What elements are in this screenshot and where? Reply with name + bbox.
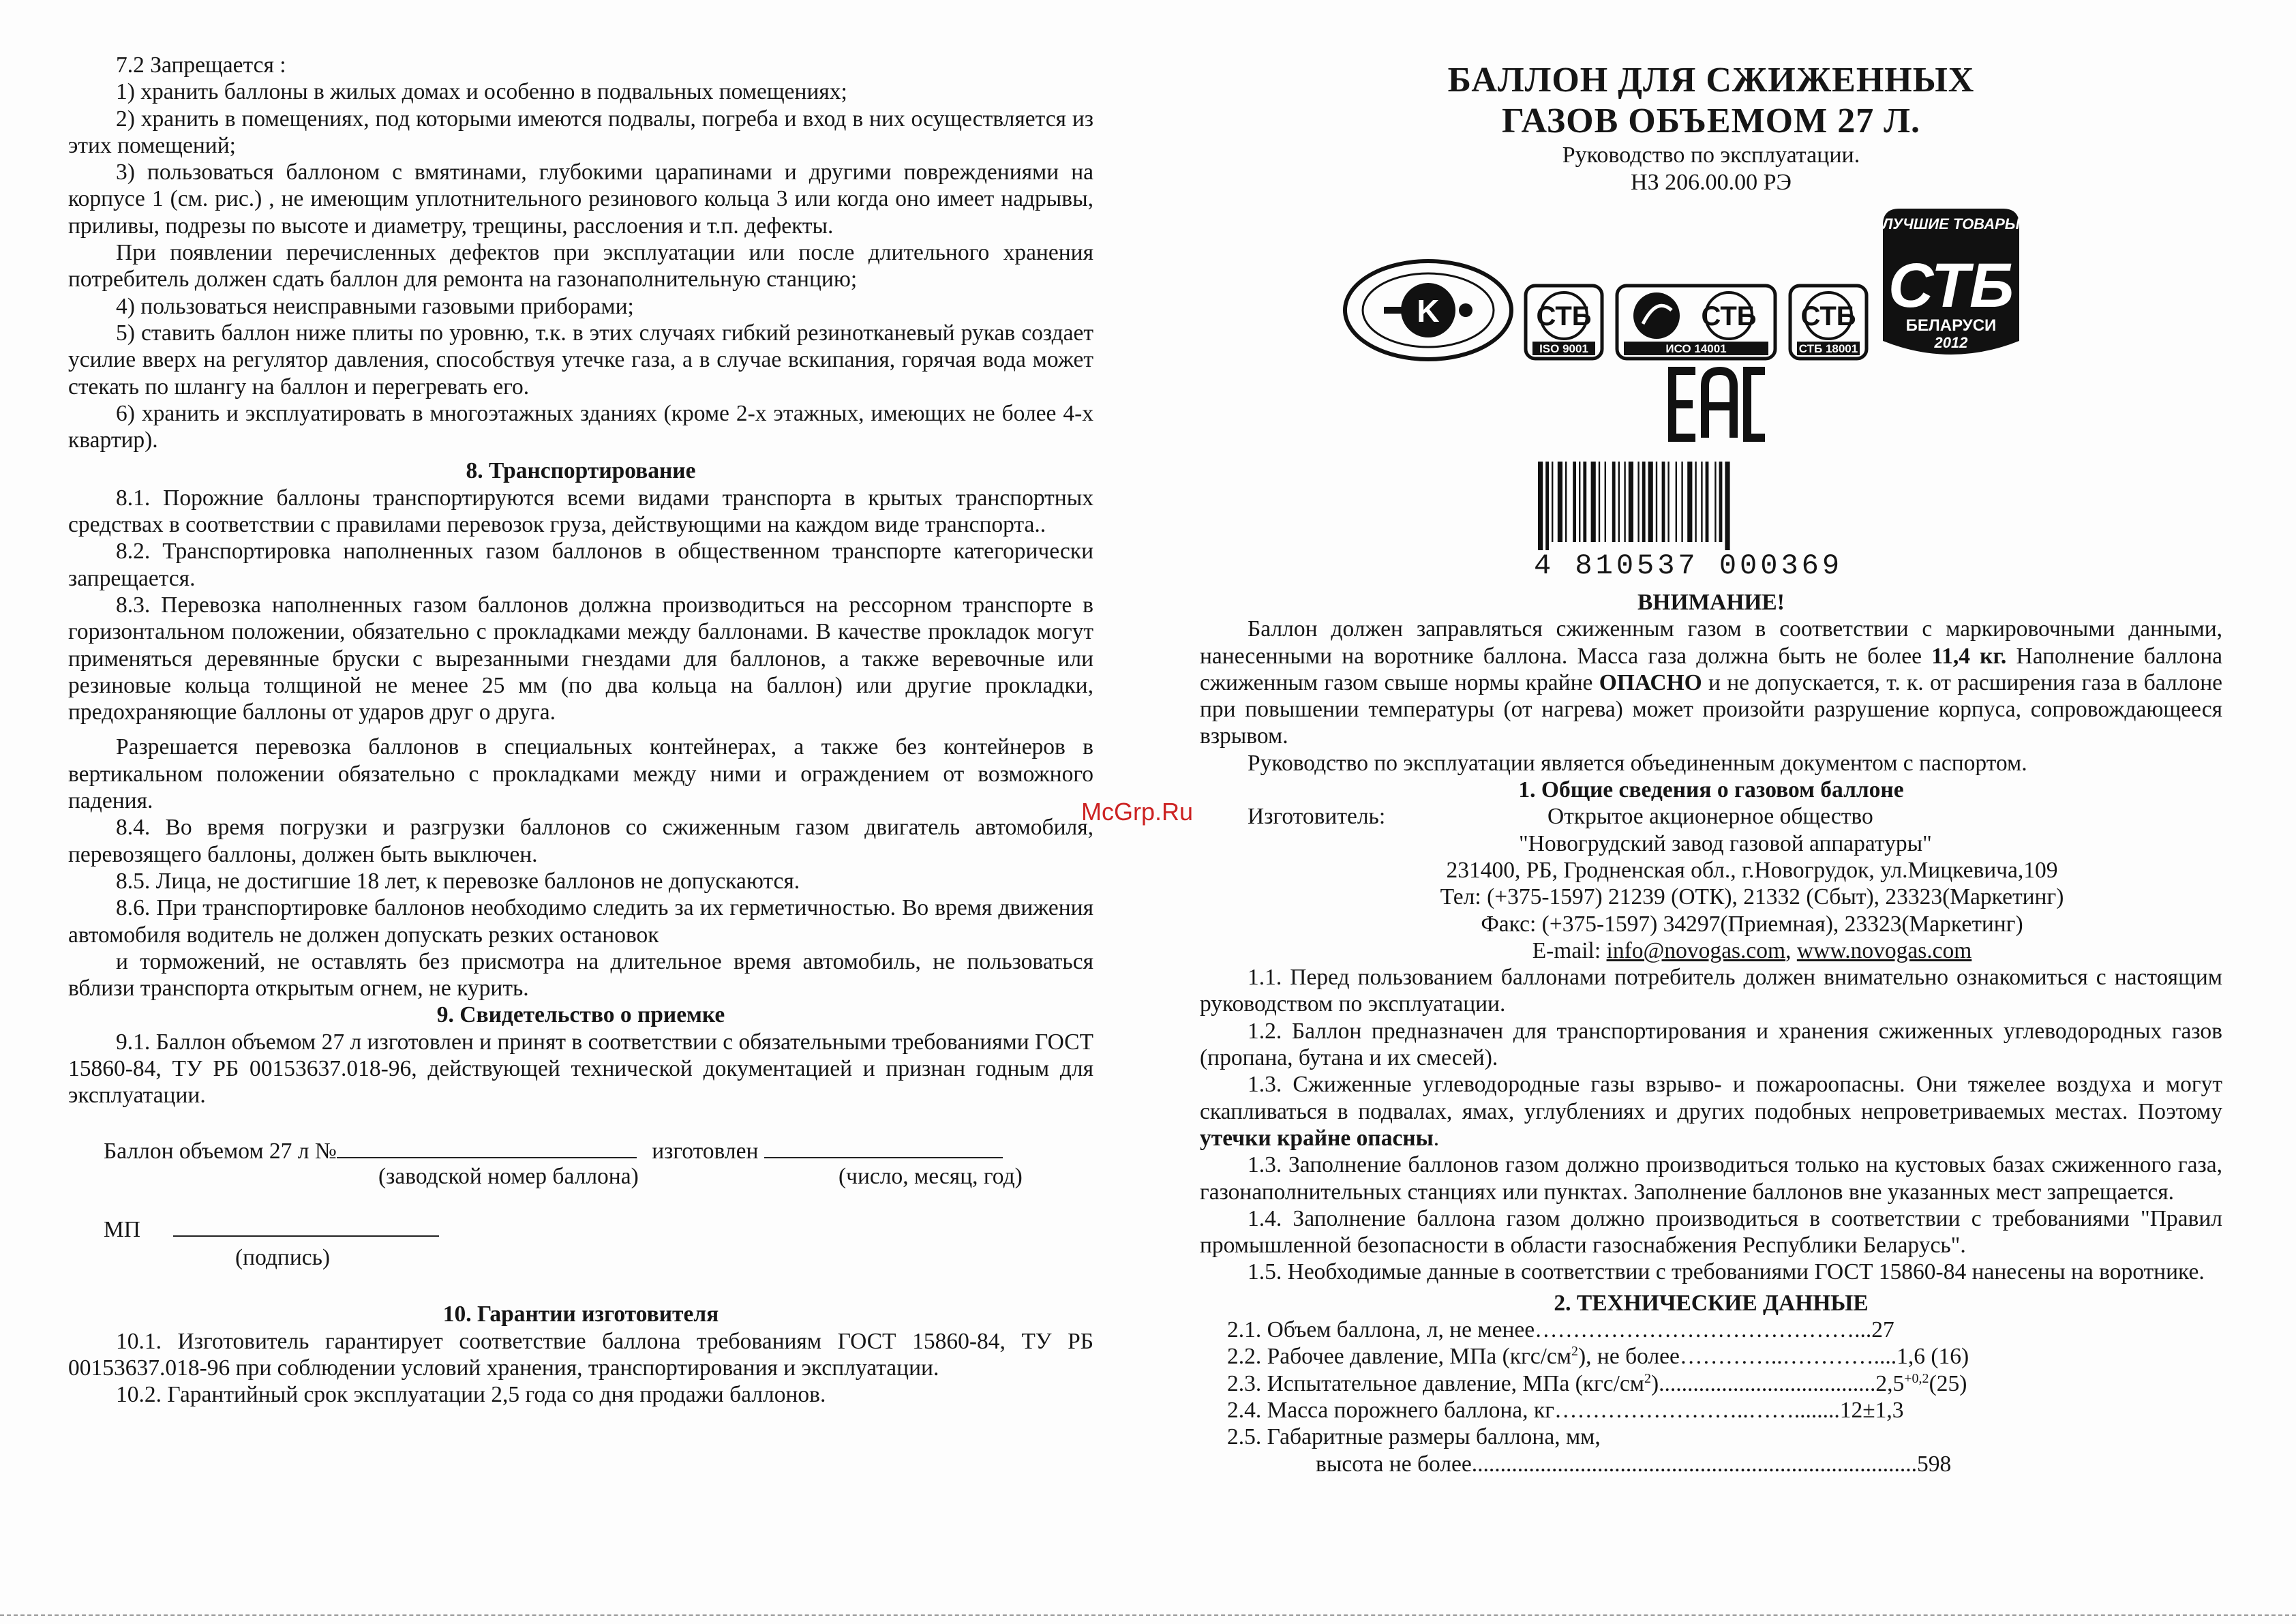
eac-mark bbox=[1667, 367, 2222, 445]
best-goods-top-label: ЛУЧШИЕ ТОВАРЫ bbox=[1882, 215, 2020, 232]
barcode-digits: 4 810537 000369 bbox=[1534, 550, 1843, 582]
stb-mark-2: СТБ bbox=[1701, 301, 1757, 331]
quality-seal-icon bbox=[1343, 259, 1513, 361]
email-link[interactable]: info@novogas.com bbox=[1606, 937, 1786, 963]
s9-heading: 9. Свидетельство о приемке bbox=[436, 1002, 725, 1028]
s1-item-2: 1.2. Баллон предназначен для транспортирования и хранения сжиженных углеводородных газов (пропана, бутана и их смесей). bbox=[1200, 1018, 2222, 1071]
serial-number-field[interactable] bbox=[337, 1157, 637, 1158]
barcode-bar bbox=[1629, 462, 1633, 542]
tech-height: высота не более..............................................................................598 bbox=[1316, 1451, 1952, 1477]
attention-text-2: Наполнение баллона сжиженным газом свыше нормы крайне bbox=[1200, 643, 2222, 695]
barcode-bar bbox=[1706, 462, 1709, 542]
s1-item-3-bold: утечки крайне опасны bbox=[1200, 1125, 1434, 1151]
stb-mark-3: СТБ bbox=[1800, 301, 1856, 331]
acceptance-form-hints bbox=[68, 1163, 1093, 1190]
barcode-bar bbox=[1642, 462, 1646, 542]
signature-field[interactable] bbox=[173, 1235, 439, 1237]
doc-subtitle: Руководство по эксплуатации. bbox=[1562, 142, 1860, 168]
barcode-bar bbox=[1701, 462, 1702, 542]
s8-item-6b: и торможений, не оставлять без присмотра на длительное время автомобиль, не пользоваться вблизи транспорта открытым огнем, не курить. bbox=[68, 948, 1093, 1002]
barcode-bar bbox=[1591, 462, 1596, 542]
s1-item-3-text: 1.3. Сжиженные углеводородные газы взрыво- и пожароопасны. Они тяжелее воздуха и могут скапливаться в подвалах, ямах, углублениях и других подобных непроветриваемых местах. Поэтому bbox=[1200, 1072, 2222, 1124]
barcode-bar bbox=[1681, 462, 1682, 542]
page-bottom-edge bbox=[0, 1614, 2296, 1616]
manufacturer-address: 231400, РБ, Гродненская обл., г.Новогрудок, ул.Мицкевича,109 bbox=[1446, 857, 2058, 883]
s7-heading: 7.2 Запрещается : bbox=[116, 52, 286, 78]
barcode-bar bbox=[1719, 462, 1723, 542]
signature-hint: (подпись) bbox=[235, 1245, 331, 1271]
s9-item-1: 9.1. Баллон объемом 27 л изготовлен и принят в соответствии с обязательными требованиями ГОСТ 15860-84, ТУ РБ 00153637.018-96, действующей технической документацией и признан годным для эксплуатации. bbox=[68, 1029, 1093, 1109]
s10-item-1: 10.1. Изготовитель гарантирует соответствие баллона требованиям ГОСТ 15860-84, ТУ РБ 00153637.018-96 при соблюдении условий хранения, транспортирования и эксплуатации. bbox=[68, 1328, 1093, 1381]
s1-item-3b: 1.3. Заполнение баллонов газом должно производиться только на кустовых базах сжиженного газа, газонаполнительных станциях или пунктах. Заполнение баллонов вне указанных мест запрещается. bbox=[1200, 1152, 2222, 1205]
cert-iso9001-label: ISO 9001 bbox=[1539, 342, 1588, 355]
doc-title-line-1: БАЛЛОН ДЛЯ СЖИЖЕННЫХ bbox=[1447, 61, 1975, 100]
attention-text-3: и не допускается, т. к. от расширения газа в баллоне при повышении температуры (от нагрева) может произойти разрушение корпуса, сопровождающееся взрывом. bbox=[1200, 670, 2222, 749]
barcode-bar bbox=[1545, 462, 1549, 550]
barcode-bar bbox=[1725, 462, 1729, 550]
doc-code: НЗ 206.00.00 РЭ bbox=[1631, 170, 1792, 195]
right-page bbox=[1173, 0, 2296, 1624]
barcode-bar bbox=[1695, 462, 1696, 542]
s1-item-4: 1.4. Заполнение баллона газом должно производиться в соответствии с требованиями "Правил промышленной безопасности в области газоснабжения Республики Беларусь". bbox=[1200, 1205, 2222, 1259]
barcode-bar bbox=[1565, 462, 1567, 542]
attention-heading: ВНИМАНИЕ! bbox=[1637, 590, 1785, 615]
s7-item-5: 5) ставить баллон ниже плиты по уровню, т.к. в этих случаях гибкий резинотканевый рукав создает усилие вверх на регулятор давления, способствуя утечке газа, а в случае вскипания, горячая вода может стекать по шлангу на баллон и перегревать его. bbox=[68, 320, 1093, 400]
s7-item-6: 6) хранить и эксплуатировать в многоэтажных зданиях (кроме 2-х этажных, имеющих не более 4-х квартир). bbox=[68, 400, 1093, 453]
manufacturer-name-1: Открытое акционерное общество bbox=[1547, 804, 1873, 830]
manufacturer-fax: Факс: (+375-1597) 34297(Приемная), 23323(Маркетинг) bbox=[1481, 911, 2023, 937]
barcode-bar bbox=[1599, 462, 1600, 542]
barcode-bar bbox=[1558, 462, 1562, 542]
website-link[interactable]: www.novogas.com bbox=[1796, 937, 1972, 963]
tech-working-pressure bbox=[1227, 1343, 2222, 1370]
s7-item-4: 4) пользоваться неисправными газовыми приборами; bbox=[116, 293, 634, 319]
cert-iso14001-label: ИСО 14001 bbox=[1665, 342, 1727, 355]
manufacturer-label: Изготовитель: bbox=[1248, 804, 1386, 830]
s8-item-2: 8.2. Транспортировка наполненных газом баллонов в общественном транспорте категорически запрещается. bbox=[68, 539, 1093, 591]
stb-iso14001-icon bbox=[1614, 283, 1778, 361]
s10-heading: 10. Гарантии изготовителя bbox=[442, 1302, 719, 1327]
s2-heading: 2. ТЕХНИЧЕСКИЕ ДАННЫЕ bbox=[1554, 1290, 1869, 1316]
barcode-bar bbox=[1687, 462, 1692, 542]
date-hint: (число, месяц, год) bbox=[839, 1163, 1023, 1189]
barcode bbox=[1534, 462, 1847, 582]
barcode-bar bbox=[1552, 462, 1553, 542]
watermark: McGrp.Ru bbox=[1081, 798, 1194, 826]
barcode-bar bbox=[1579, 462, 1580, 542]
s1-item-5: 1.5. Необходимые данные в соответствии с требованиями ГОСТ 15860-84 нанесены на воротнике. bbox=[1248, 1259, 2205, 1285]
tech-test-pressure-sup: 2 bbox=[1644, 1370, 1651, 1386]
s1-item-3 bbox=[1200, 1071, 2222, 1152]
s1-item-3-end: . bbox=[1433, 1125, 1440, 1151]
tech-working-pressure-label: 2.2. Рабочее давление, МПа (кгс/см bbox=[1227, 1344, 1572, 1370]
eac-icon bbox=[1667, 367, 1769, 442]
barcode-bar bbox=[1715, 462, 1716, 542]
stamp-label: МП bbox=[104, 1216, 140, 1242]
barcode-bars-icon bbox=[1534, 462, 1807, 550]
cert-stb18001-label: СТБ 18001 bbox=[1798, 342, 1858, 355]
barcode-bar bbox=[1662, 462, 1665, 542]
s8-item-5: 8.5. Лица, не достигшие 18 лет, к перевозке баллонов не допускаются. bbox=[116, 868, 800, 894]
s1-heading: 1. Общие сведения о газовом баллоне bbox=[1518, 777, 1904, 803]
stb-mark-1: СТБ bbox=[1536, 301, 1592, 331]
barcode-bar bbox=[1667, 462, 1669, 542]
contacts-separator: , bbox=[1785, 937, 1797, 963]
certification-logos bbox=[1343, 205, 2222, 361]
manufacturer-phone: Тел: (+375-1597) 21239 (ОТК), 21332 (Сбыт), 23323(Маркетинг) bbox=[1440, 884, 2064, 910]
barcode-bar bbox=[1573, 462, 1576, 542]
tech-test-pressure-value: )......................................2,5 bbox=[1651, 1370, 1905, 1396]
barcode-bar bbox=[1637, 462, 1639, 542]
barcode-bar bbox=[1538, 462, 1543, 550]
s7-item-2: 2) хранить в помещениях, под которыми имеются подвалы, погреба и вход в них осуществляется из этих помещений; bbox=[68, 106, 1093, 158]
s8-item-6a: 8.6. При транспортировке баллонов необходимо следить за их герметичностью. Во время движения автомобиля водитель не должен допускать резких остановок bbox=[68, 895, 1093, 948]
manufacturer-contacts bbox=[1200, 937, 2222, 964]
tech-test-pressure bbox=[1227, 1370, 2222, 1397]
attention-text bbox=[1200, 616, 2222, 749]
s8-containers-note: Разрешается перевозка баллонов в специальных контейнерах, а также без контейнеров в вертикальном положении обязательно с прокладками между ними и ограждением от возможного падения. bbox=[68, 734, 1093, 814]
manufacturer-block bbox=[1200, 803, 2222, 830]
s8-item-1: 8.1. Порожние баллоны транспортируются всеми видами транспорта в крытых транспортных средствах в соответствии с правилами перевозок груза, действующими на каждом виде транспорта.. bbox=[68, 485, 1093, 538]
stamp-row bbox=[68, 1216, 1093, 1243]
manufacture-date-field[interactable] bbox=[764, 1157, 1003, 1158]
barcode-bar bbox=[1624, 462, 1625, 542]
s7-defects-note: При появлении перечисленных дефектов при эксплуатации или после длительного хранения потребитель должен сдать баллон для ремонта на газонаполнительную станцию; bbox=[68, 240, 1093, 292]
barcode-bar bbox=[1656, 462, 1657, 542]
attention-passport-note: Руководство по эксплуатации является объединенным документом с паспортом. bbox=[1248, 750, 2027, 776]
barcode-bar bbox=[1583, 462, 1586, 542]
serial-number-hint: (заводской номер баллона) bbox=[378, 1163, 639, 1189]
barcode-bar bbox=[1605, 462, 1606, 542]
s7-item-1: 1) хранить баллоны в жилых домах и особенно в подвальных помещениях; bbox=[116, 79, 847, 105]
barcode-bar bbox=[1648, 462, 1653, 542]
tech-empty-mass: 2.4. Масса порожнего баллона, кг……………………..……........12±1,3 bbox=[1227, 1397, 1904, 1423]
doc-title-line-2: ГАЗОВ ОБЪЕМОМ 27 Л. bbox=[1502, 102, 1920, 140]
tech-test-pressure-kgf: (25) bbox=[1929, 1370, 1967, 1396]
tech-test-pressure-tolerance: +0,2 bbox=[1904, 1370, 1929, 1386]
manufacturer-name-2: "Новогрудский завод газовой аппаратуры" bbox=[1519, 830, 1932, 856]
svg-text:K: K bbox=[1417, 293, 1440, 329]
tech-test-pressure-label: 2.3. Испытательное давление, МПа (кгс/см bbox=[1227, 1370, 1644, 1396]
stb-18001-icon bbox=[1787, 283, 1869, 361]
barcode-bar bbox=[1612, 462, 1616, 542]
best-goods-year: 2012 bbox=[1934, 334, 1968, 351]
s10-item-2: 10.2. Гарантийный срок эксплуатации 2,5 года со дня продажи баллонов. bbox=[116, 1382, 826, 1408]
email-label: E-mail: bbox=[1532, 937, 1607, 963]
stb-iso9001-icon bbox=[1523, 283, 1605, 361]
tech-dimensions: 2.5. Габаритные размеры баллона, мм, bbox=[1227, 1424, 1601, 1450]
attention-text-1: Баллон должен заправляться сжиженным газом в соответствии с маркировочными данными, нанесенными на воротнике баллона. Масса газа должна быть не более bbox=[1200, 616, 2222, 669]
form-cylinder-label: Баллон объемом 27 л № bbox=[104, 1138, 337, 1164]
form-made-label: изготовлен bbox=[652, 1138, 759, 1164]
best-goods-belarus-icon bbox=[1879, 205, 2023, 361]
attention-danger-word: ОПАСНО bbox=[1599, 670, 1702, 695]
attention-gas-mass: 11,4 кг. bbox=[1931, 643, 2007, 669]
best-goods-logo-text: СТБ bbox=[1888, 251, 2014, 320]
s8-item-3: 8.3. Перевозка наполненных газом баллонов должна производиться на рессорном транспорте в горизонтальном положении, обязательно с прокладками между баллонами. В качестве прокладок могут применяться деревянные бруски с вырезанными гнездами для баллонов, а также веревочные или резиновые кольца толщиной не менее 25 мм (по два кольца на баллон) или другие прокладки, предохраняющие баллоны от ударов друг о друга. bbox=[68, 592, 1093, 725]
tech-volume: 2.1. Объем баллона, л, не менее……………………………………...27 bbox=[1227, 1317, 1894, 1343]
best-goods-country: БЕЛАРУСИ bbox=[1905, 316, 1997, 335]
barcode-bar bbox=[1618, 462, 1620, 542]
acceptance-form-row bbox=[68, 1138, 1093, 1164]
s1-item-1: 1.1. Перед пользованием баллонами потребитель должен внимательно ознакомиться с настоящим руководством по эксплуатации. bbox=[1200, 965, 2222, 1017]
s8-heading: 8. Транспортирование bbox=[466, 458, 696, 484]
barcode-bar bbox=[1676, 462, 1677, 542]
s7-item-3: 3) пользоваться баллоном с вмятинами, глубокими царапинами и другими повреждениями на корпусе 1 (см. рис.) , не имеющим уплотнительного резинового кольца 3 или когда оно имеет надрывы, приливы, подрезы по высоте и диаметру, трещины, расслоения и т.п. дефекты. bbox=[68, 160, 1093, 239]
tech-working-pressure-sup: 2 bbox=[1571, 1344, 1579, 1359]
s8-item-4: 8.4. Во время погрузки и разгрузки баллонов со сжиженным газом двигатель автомобиля, перевозящего баллоны, должен быть выключен. bbox=[68, 815, 1093, 867]
tech-working-pressure-value: ), не более…………..…………....1,6 (16) bbox=[1578, 1344, 1969, 1370]
